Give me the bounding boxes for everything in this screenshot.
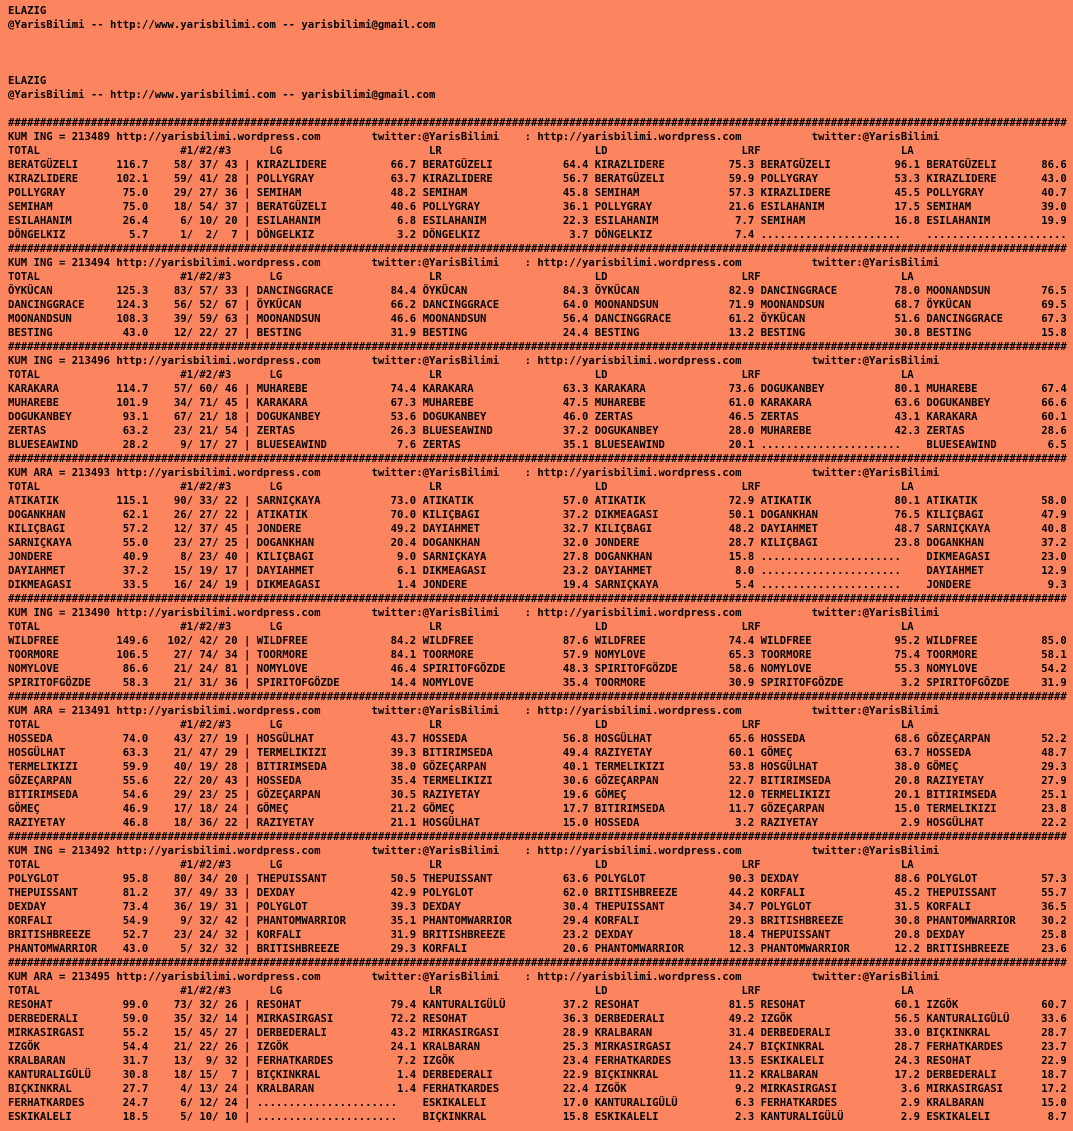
column-header-line: TOTAL #1/#2/#3 LG LR LD LRF LA bbox=[8, 621, 914, 633]
table-row: WILDFREE 149.6 102/ 42/ 20 | WILDFREE 84.2 WILDFREE 87.6 WILDFREE 74.4 WILDFREE 95.2 WILDFREE 85.0 bbox=[8, 635, 1067, 647]
table-row: MOONANDSUN 108.3 39/ 59/ 63 | MOONANDSUN 46.6 MOONANDSUN 56.4 DANCINGGRACE 61.2 ÖYKÜCAN 51.6 DANCINGGRACE 67.3 bbox=[8, 313, 1067, 325]
separator-line: ###################################################################################################################################################################### bbox=[8, 453, 1067, 465]
table-row: BRITISHBREEZE 52.7 23/ 24/ 32 | KORFALI 31.9 BRITISHBREEZE 23.2 DEXDAY 18.4 THEPUISSANT 20.8 DEXDAY 25.8 bbox=[8, 929, 1067, 941]
table-row: KRALBARAN 31.7 13/ 9/ 32 | FERHATKARDES 7.2 IZGÖK 23.4 FERHATKARDES 13.5 ESKIKALELI 24.3 RESOHAT 22.9 bbox=[8, 1055, 1067, 1067]
table-row: BIÇKINKRAL 27.7 4/ 13/ 24 | KRALBARAN 1.4 FERHATKARDES 22.4 IZGÖK 9.2 MIRKASIRGASI 3.6 MIRKASIRGASI 17.2 bbox=[8, 1083, 1067, 1095]
table-row: TOORMORE 106.5 27/ 74/ 34 | TOORMORE 84.1 TOORMORE 57.9 NOMYLOVE 65.3 TOORMORE 75.4 TOORMORE 58.1 bbox=[8, 649, 1067, 661]
table-row: HOSSEDA 74.0 43/ 27/ 19 | HOSGÜLHAT 43.7 HOSSEDA 56.8 HOSGÜLHAT 65.6 HOSSEDA 68.6 GÖZEÇARPAN 52.2 bbox=[8, 733, 1067, 745]
spacer bbox=[8, 46, 1073, 60]
table-row: RAZIYETAY 46.8 18/ 36/ 22 | RAZIYETAY 21.1 HOSGÜLHAT 15.0 HOSSEDA 3.2 RAZIYETAY 2.9 HOSGÜLHAT 22.2 bbox=[8, 817, 1067, 829]
separator-line: ###################################################################################################################################################################### bbox=[8, 243, 1067, 255]
city-title-repeat: ELAZIG bbox=[8, 75, 47, 87]
separator-line: ###################################################################################################################################################################### bbox=[8, 957, 1067, 969]
table-row: DIKMEAGASI 33.5 16/ 24/ 19 | DIKMEAGASI 1.4 JONDERE 19.4 SARNIÇKAYA 5.4 ...................... JONDERE 9.3 bbox=[8, 579, 1067, 591]
table-row: TERMELIKIZI 59.9 40/ 19/ 28 | BITIRIMSEDA 38.0 GÖZEÇARPAN 40.1 TERMELIKIZI 53.8 HOSGÜLHAT 38.0 GÖMEÇ 29.3 bbox=[8, 761, 1067, 773]
column-header-line: TOTAL #1/#2/#3 LG LR LD LRF LA bbox=[8, 985, 914, 997]
table-row: ZERTAS 63.2 23/ 21/ 54 | ZERTAS 26.3 BLUESEAWIND 37.2 DOGUKANBEY 28.0 MUHAREBE 42.3 ZERTAS 28.6 bbox=[8, 425, 1067, 437]
table-row: ESKIKALELI 18.5 5/ 10/ 10 | ...................... BIÇKINKRAL 15.8 ESKIKALELI 2.3 KANTURALIGÜLÜ 2.9 ESKIKALELI 8.7 bbox=[8, 1111, 1067, 1123]
table-row: THEPUISSANT 81.2 37/ 49/ 33 | DEXDAY 42.9 POLYGLOT 62.0 BRITISHBREEZE 44.2 KORFALI 45.2 THEPUISSANT 55.7 bbox=[8, 887, 1067, 899]
column-header-line: TOTAL #1/#2/#3 LG LR LD LRF LA bbox=[8, 145, 914, 157]
block-title-line: KUM ING = 213494 http://yarisbilimi.wordpress.com twitter:@YarisBilimi : http://yarisbilimi.wordpress.com twitter:@YarisBilimi bbox=[8, 257, 940, 269]
table-row: KARAKARA 114.7 57/ 60/ 46 | MUHAREBE 74.4 KARAKARA 63.3 KARAKARA 73.6 DOGUKANBEY 80.1 MUHAREBE 67.4 bbox=[8, 383, 1067, 395]
table-row: GÖMEÇ 46.9 17/ 18/ 24 | GÖMEÇ 21.2 GÖMEÇ 17.7 BITIRIMSEDA 11.7 GÖZEÇARPAN 15.0 TERMELIKIZI 23.8 bbox=[8, 803, 1067, 815]
table-row: KIRAZLIDERE 102.1 59/ 41/ 28 | POLLYGRAY 63.7 KIRAZLIDERE 56.7 BERATGÜZELI 59.9 POLLYGRAY 53.3 KIRAZLIDERE 43.0 bbox=[8, 173, 1067, 185]
spacer bbox=[8, 102, 1073, 116]
separator-line: ###################################################################################################################################################################### bbox=[8, 117, 1067, 129]
stats-blocks bbox=[8, 116, 1073, 1124]
table-row: NOMYLOVE 86.6 21/ 24/ 81 | NOMYLOVE 46.4 SPIRITOFGÖZDE 48.3 SPIRITOFGÖZDE 58.6 NOMYLOVE 55.3 NOMYLOVE 54.2 bbox=[8, 663, 1067, 675]
table-row: BITIRIMSEDA 54.6 29/ 23/ 25 | GÖZEÇARPAN 30.5 RAZIYETAY 19.6 GÖMEÇ 12.0 TERMELIKIZI 20.1 BITIRIMSEDA 25.1 bbox=[8, 789, 1067, 801]
table-row: ÖYKÜCAN 125.3 83/ 57/ 33 | DANCINGGRACE 84.4 ÖYKÜCAN 84.3 ÖYKÜCAN 82.9 DANCINGGRACE 78.0 MOONANDSUN 76.5 bbox=[8, 285, 1067, 297]
table-row: GÖZEÇARPAN 55.6 22/ 20/ 43 | HOSSEDA 35.4 TERMELIKIZI 30.6 GÖZEÇARPAN 22.7 BITIRIMSEDA 20.8 RAZIYETAY 27.9 bbox=[8, 775, 1067, 787]
table-row: JONDERE 40.9 8/ 23/ 40 | KILIÇBAGI 9.0 SARNIÇKAYA 27.8 DOGANKHAN 15.8 ...................... DIKMEAGASI 23.0 bbox=[8, 551, 1067, 563]
spacer bbox=[8, 32, 1073, 46]
table-row: DERBEDERALI 59.0 35/ 32/ 14 | MIRKASIRGASI 72.2 RESOHAT 36.3 DERBEDERALI 49.2 IZGÖK 56.5 KANTURALIGÜLÜ 33.6 bbox=[8, 1013, 1067, 1025]
table-row: BERATGÜZELI 116.7 58/ 37/ 43 | KIRAZLIDERE 66.7 BERATGÜZELI 64.4 KIRAZLIDERE 75.3 BERATGÜZELI 96.1 BERATGÜZELI 86.6 bbox=[8, 159, 1067, 171]
city-title: ELAZIG bbox=[8, 5, 47, 17]
contact-line: @YarisBilimi -- http://www.yarisbilimi.com -- yarisbilimi@gmail.com bbox=[8, 19, 436, 31]
table-row: FERHATKARDES 24.7 6/ 12/ 24 | ...................... ESKIKALELI 17.0 KANTURALIGÜLÜ 6.3 FERHATKARDES 2.9 KRALBARAN 15.0 bbox=[8, 1097, 1067, 1109]
column-header-line: TOTAL #1/#2/#3 LG LR LD LRF LA bbox=[8, 859, 914, 871]
table-row: HOSGÜLHAT 63.3 21/ 47/ 29 | TERMELIKIZI 39.3 BITIRIMSEDA 49.4 RAZIYETAY 60.1 GÖMEÇ 63.7 HOSSEDA 48.7 bbox=[8, 747, 1067, 759]
block-title-line: KUM ARA = 213491 http://yarisbilimi.wordpress.com twitter:@YarisBilimi : http://yarisbilimi.wordpress.com twitter:@YarisBilimi bbox=[8, 705, 940, 717]
separator-line: ###################################################################################################################################################################### bbox=[8, 341, 1067, 353]
table-row: PHANTOMWARRIOR 43.0 5/ 32/ 32 | BRITISHBREEZE 29.3 KORFALI 20.6 PHANTOMWARRIOR 12.3 PHANTOMWARRIOR 12.2 BRITISHBREEZE 23.6 bbox=[8, 943, 1067, 955]
block-title-line: KUM ARA = 213493 http://yarisbilimi.wordpress.com twitter:@YarisBilimi : http://yarisbilimi.wordpress.com twitter:@YarisBilimi bbox=[8, 467, 940, 479]
table-row: SEMIHAM 75.0 18/ 54/ 37 | BERATGÜZELI 40.6 POLLYGRAY 36.1 POLLYGRAY 21.6 ESILAHANIM 17.5 SEMIHAM 39.0 bbox=[8, 201, 1067, 213]
table-row: RESOHAT 99.0 73/ 32/ 26 | RESOHAT 79.4 KANTURALIGÜLÜ 37.2 RESOHAT 81.5 RESOHAT 60.1 IZGÖK 60.7 bbox=[8, 999, 1067, 1011]
table-row: DANCINGGRACE 124.3 56/ 52/ 67 | ÖYKÜCAN 66.2 DANCINGGRACE 64.0 MOONANDSUN 71.9 MOONANDSUN 68.7 ÖYKÜCAN 69.5 bbox=[8, 299, 1067, 311]
column-header-line: TOTAL #1/#2/#3 LG LR LD LRF LA bbox=[8, 719, 914, 731]
table-row: ATIKATIK 115.1 90/ 33/ 22 | SARNIÇKAYA 73.0 ATIKATIK 57.0 ATIKATIK 72.9 ATIKATIK 80.1 ATIKATIK 58.0 bbox=[8, 495, 1067, 507]
table-row: KILIÇBAGI 57.2 12/ 37/ 45 | JONDERE 49.2 DAYIAHMET 32.7 KILIÇBAGI 48.2 DAYIAHMET 48.7 SARNIÇKAYA 40.8 bbox=[8, 523, 1067, 535]
table-row: DEXDAY 73.4 36/ 19/ 31 | POLYGLOT 39.3 DEXDAY 30.4 THEPUISSANT 34.7 POLYGLOT 31.5 KORFALI 36.5 bbox=[8, 901, 1067, 913]
table-row: MUHAREBE 101.9 34/ 71/ 45 | KARAKARA 67.3 MUHAREBE 47.5 MUHAREBE 61.0 KARAKARA 63.6 DOGUKANBEY 66.6 bbox=[8, 397, 1067, 409]
separator-line: ###################################################################################################################################################################### bbox=[8, 593, 1067, 605]
table-row: SARNIÇKAYA 55.0 23/ 27/ 25 | DOGANKHAN 20.4 DOGANKHAN 32.0 JONDERE 28.7 KILIÇBAGI 23.8 DOGANKHAN 37.2 bbox=[8, 537, 1067, 549]
column-header-line: TOTAL #1/#2/#3 LG LR LD LRF LA bbox=[8, 481, 914, 493]
table-row: IZGÖK 54.4 21/ 22/ 26 | IZGÖK 24.1 KRALBARAN 25.3 MIRKASIRGASI 24.7 BIÇKINKRAL 28.7 FERHATKARDES 23.7 bbox=[8, 1041, 1067, 1053]
table-row: DOGANKHAN 62.1 26/ 27/ 22 | ATIKATIK 70.0 KILIÇBAGI 37.2 DIKMEAGASI 50.1 DOGANKHAN 76.5 KILIÇBAGI 47.9 bbox=[8, 509, 1067, 521]
table-row: MIRKASIRGASI 55.2 15/ 45/ 27 | DERBEDERALI 43.2 MIRKASIRGASI 28.9 KRALBARAN 31.4 DERBEDERALI 33.0 BIÇKINKRAL 28.7 bbox=[8, 1027, 1067, 1039]
table-row: POLYGLOT 95.8 80/ 34/ 20 | THEPUISSANT 50.5 THEPUISSANT 63.6 POLYGLOT 90.3 DEXDAY 88.6 POLYGLOT 57.3 bbox=[8, 873, 1067, 885]
table-row: KORFALI 54.9 9/ 32/ 42 | PHANTOMWARRIOR 35.1 PHANTOMWARRIOR 29.4 KORFALI 29.3 BRITISHBREEZE 30.8 PHANTOMWARRIOR 30.2 bbox=[8, 915, 1067, 927]
table-row: BLUESEAWIND 28.2 9/ 17/ 27 | BLUESEAWIND 7.6 ZERTAS 35.1 BLUESEAWIND 20.1 ...................... BLUESEAWIND 6.5 bbox=[8, 439, 1067, 451]
table-row: DAYIAHMET 37.2 15/ 19/ 17 | DAYIAHMET 6.1 DIKMEAGASI 23.2 DAYIAHMET 8.0 ...................... DAYIAHMET 12.9 bbox=[8, 565, 1067, 577]
column-header-line: TOTAL #1/#2/#3 LG LR LD LRF LA bbox=[8, 271, 914, 283]
table-row: DOGUKANBEY 93.1 67/ 21/ 18 | DOGUKANBEY 53.6 DOGUKANBEY 46.0 ZERTAS 46.5 ZERTAS 43.1 KARAKARA 60.1 bbox=[8, 411, 1067, 423]
separator-line: ###################################################################################################################################################################### bbox=[8, 691, 1067, 703]
table-row: ESILAHANIM 26.4 6/ 10/ 20 | ESILAHANIM 6.8 ESILAHANIM 22.3 ESILAHANIM 7.7 SEMIHAM 16.8 ESILAHANIM 19.9 bbox=[8, 215, 1067, 227]
block-title-line: KUM ING = 213490 http://yarisbilimi.wordpress.com twitter:@YarisBilimi : http://yarisbilimi.wordpress.com twitter:@YarisBilimi bbox=[8, 607, 940, 619]
separator-line: ###################################################################################################################################################################### bbox=[8, 831, 1067, 843]
block-title-line: KUM ARA = 213495 http://yarisbilimi.wordpress.com twitter:@YarisBilimi : http://yarisbilimi.wordpress.com twitter:@YarisBilimi bbox=[8, 971, 940, 983]
block-title-line: KUM ING = 213492 http://yarisbilimi.wordpress.com twitter:@YarisBilimi : http://yarisbilimi.wordpress.com twitter:@YarisBilimi bbox=[8, 845, 940, 857]
table-row: BESTING 43.0 12/ 22/ 27 | BESTING 31.9 BESTING 24.4 BESTING 13.2 BESTING 30.8 BESTING 15.8 bbox=[8, 327, 1067, 339]
column-header-line: TOTAL #1/#2/#3 LG LR LD LRF LA bbox=[8, 369, 914, 381]
table-row: KANTURALIGÜLÜ 30.8 18/ 15/ 7 | BIÇKINKRAL 1.4 DERBEDERALI 22.9 BIÇKINKRAL 11.2 KRALBARAN 17.2 DERBEDERALI 18.7 bbox=[8, 1069, 1067, 1081]
table-row: DÖNGELKIZ 5.7 1/ 2/ 7 | DÖNGELKIZ 3.2 DÖNGELKIZ 3.7 DÖNGELKIZ 7.4 ...................... ...................... bbox=[8, 229, 1067, 241]
block-title-line: KUM ING = 213496 http://yarisbilimi.wordpress.com twitter:@YarisBilimi : http://yarisbilimi.wordpress.com twitter:@YarisBilimi bbox=[8, 355, 940, 367]
contact-line-repeat: @YarisBilimi -- http://www.yarisbilimi.com -- yarisbilimi@gmail.com bbox=[8, 89, 436, 101]
block-title-line: KUM ING = 213489 http://yarisbilimi.wordpress.com twitter:@YarisBilimi : http://yarisbilimi.wordpress.com twitter:@YarisBilimi bbox=[8, 131, 940, 143]
table-row: POLLYGRAY 75.0 29/ 27/ 36 | SEMIHAM 48.2 SEMIHAM 45.8 SEMIHAM 57.3 KIRAZLIDERE 45.5 POLLYGRAY 40.7 bbox=[8, 187, 1067, 199]
table-row: SPIRITOFGÖZDE 58.3 21/ 31/ 36 | SPIRITOFGÖZDE 14.4 NOMYLOVE 35.4 TOORMORE 30.9 SPIRITOFGÖZDE 3.2 SPIRITOFGÖZDE 31.9 bbox=[8, 677, 1067, 689]
spacer bbox=[8, 60, 1073, 74]
